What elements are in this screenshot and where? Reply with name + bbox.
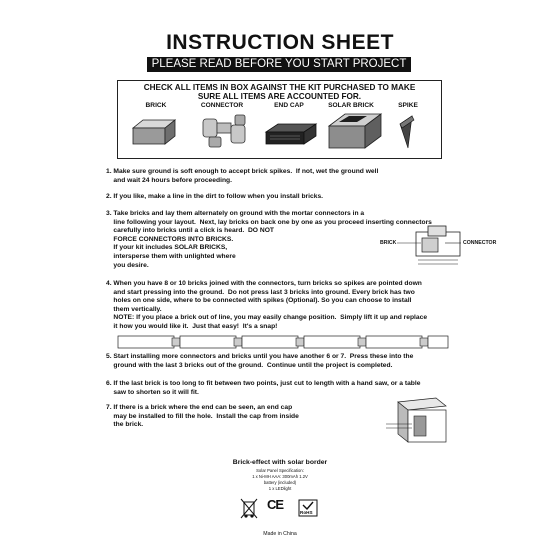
spec-line-4: 1 x LEDlight [268, 486, 292, 491]
spike-illustration [396, 112, 416, 152]
step-2-text: 2. If you like, make a line in the dirt to follow when you install bricks. [106, 193, 324, 200]
step-4-text: 4. When you have 8 or 10 bricks joined with the connectors, turn bricks so spikes are pointed down and start pressing into the ground. Do not press last 3 bricks into ground. Every brick has two holes on one side, where to be connected with spikes (Optional). So you can choose to install them vertically. NOTE: If you place a brick out of line, you may easily change position. Simply lift it up and replace it how you would like it. Just that easy! It's a snap! [106, 280, 428, 330]
page-title: INSTRUCTION SHEET [166, 31, 394, 54]
kit-item-label-solar-brick: SOLAR BRICK [328, 102, 374, 109]
step-1-text: 1. Make sure ground is soft enough to accept brick spikes. If not, wet the ground well and wait 24 hours before proceeding. [106, 168, 379, 184]
kit-item-label-spike: SPIKE [398, 102, 418, 109]
diagram-label-connector: CONNECTOR [463, 240, 497, 246]
spec-line-1: Solar Panel Specification: [256, 468, 304, 473]
weee-bin-icon [240, 497, 258, 519]
made-in-text: Made in China [263, 531, 297, 537]
step-3-text: 3. Take bricks and lay them alternately on ground with the mortar connectors in a line following your layout. Next, lay bricks on back one by one as you proceed inserting connectors carefully into bricks until a click is heard. DO NOT FORCE CONNECTORS INTO BRICKS. If your kit includes SOLAR BRICKS, intersperse them with unlighted where you desire. [106, 210, 432, 269]
step-7-text: 7. If there is a brick where the end can be seen, an end cap may be installed to fill the hole. Install the cap from inside the brick. [106, 404, 299, 429]
diagram-label-brick: BRICK [380, 240, 397, 246]
kit-item-label-end-cap: END CAP [274, 102, 304, 109]
warning-banner: PLEASE READ BEFORE YOU START PROJECT [147, 57, 411, 72]
kit-item-label-connector: CONNECTOR [200, 102, 244, 109]
spec-line-2: 1 x Ni-MH AAA: 300mAh 1.2V [252, 474, 308, 479]
product-title: Brick-effect with solar border [232, 459, 328, 466]
kit-item-label-brick: BRICK [145, 102, 167, 109]
step-6-text: 6. If the last brick is too long to fit between two points, just cut to length with a hand saw, or a table saw to shorten so it will fit. [106, 380, 421, 396]
end-cap-insert-illustration [384, 394, 454, 450]
kit-instruction-line-1: CHECK ALL ITEMS IN BOX AGAINST THE KIT PURCHASED TO MAKE [143, 83, 416, 92]
solar-brick-illustration [325, 112, 383, 152]
step-5-text: 5. Start installing more connectors and bricks until you have another 6 or 7. Press these into the ground with the last 3 bricks out of the ground. Continue until the project is completed. [106, 353, 414, 369]
end-cap-illustration [264, 122, 318, 148]
brick-row-illustration [116, 332, 450, 352]
ce-mark: CE [267, 497, 284, 512]
kit-instruction-line-2: SURE ALL ITEMS ARE ACCOUNTED FOR. [197, 92, 362, 101]
brick-illustration [131, 118, 177, 146]
rohs-label: RoHS [300, 510, 313, 515]
connector-illustration [197, 113, 255, 151]
spec-line-3: battery (included) [263, 480, 297, 485]
